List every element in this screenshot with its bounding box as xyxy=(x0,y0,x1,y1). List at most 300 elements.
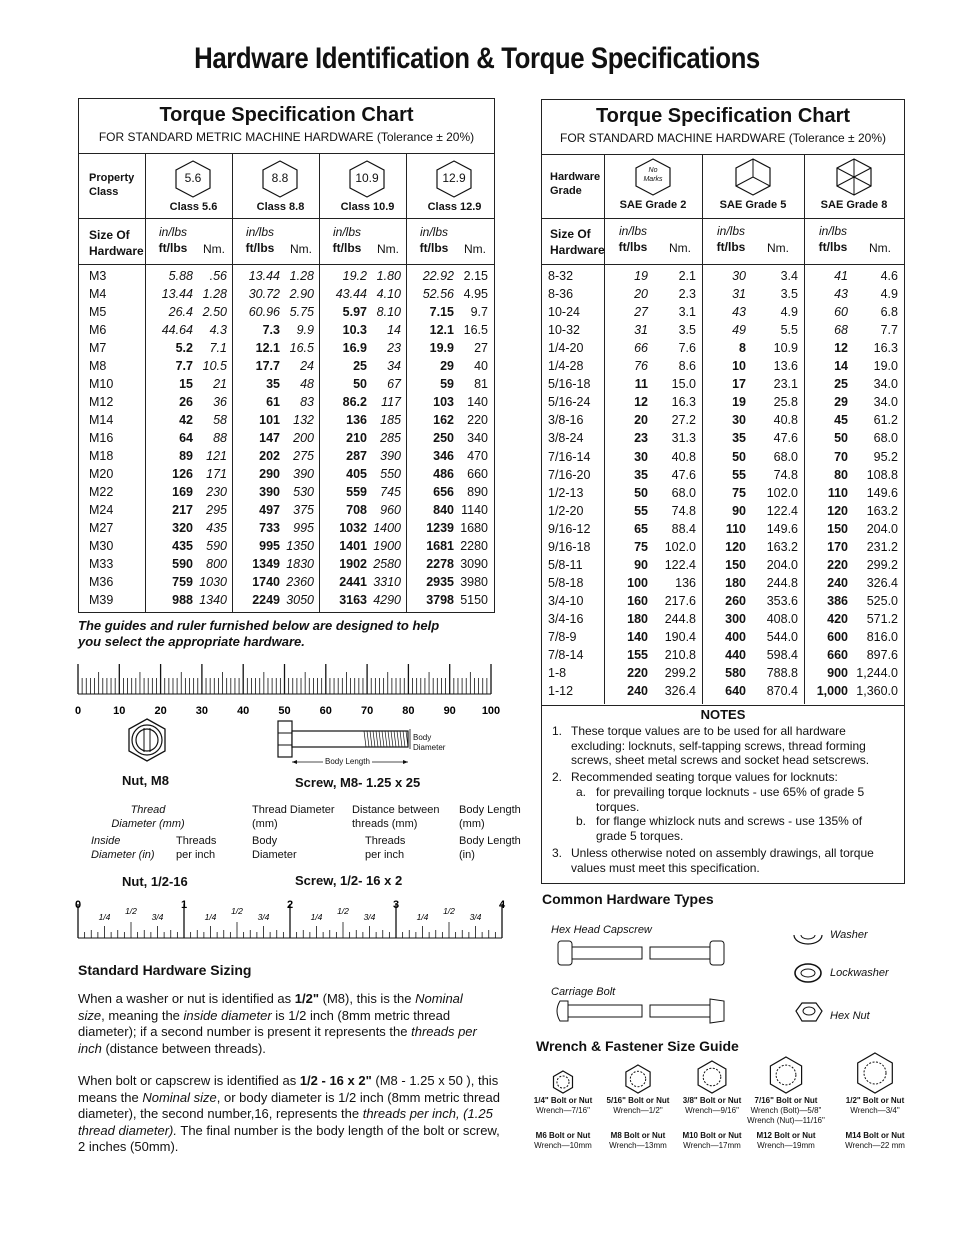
sae-nm-value: 16.3 xyxy=(671,395,696,410)
metric-nm-value: 2.50 xyxy=(202,305,227,319)
metric-row-size: M18 xyxy=(89,449,114,463)
metric-row-size: M6 xyxy=(89,323,107,337)
sae-ftlbs-value: 11 xyxy=(634,377,648,392)
sae-ftlbs-value: 14 xyxy=(834,359,848,374)
sae-ftlbs-value: 440 xyxy=(725,648,746,663)
metric-nm-value: 530 xyxy=(293,485,314,499)
metric-inlbs-value: 19.2 xyxy=(342,269,367,283)
metric-row-size: M39 xyxy=(89,593,114,607)
sae-inlbs-header: in/lbs xyxy=(618,224,647,238)
note-1-num: 1. xyxy=(552,724,563,738)
metric-ruler-label: 80 xyxy=(402,705,415,717)
sae-row-size: 3/8-16 xyxy=(548,413,584,428)
sae-nm-value: 2.3 xyxy=(678,287,696,302)
sae-inlbs-value: 76 xyxy=(634,359,648,374)
metric-nm-value: 340 xyxy=(467,431,488,445)
metric-ftlbs-value: 390 xyxy=(259,485,280,499)
class-0-mark: 5.6 xyxy=(184,171,202,185)
metric-row-size: M10 xyxy=(89,377,114,391)
wrench-size-label: Wrench—3/4" xyxy=(850,1106,900,1115)
wrench-metric-label: M10 Bolt or Nut xyxy=(682,1131,742,1140)
sae-nm-value: 13.6 xyxy=(773,359,798,374)
metric-nm-value: 83 xyxy=(300,395,314,409)
sae-nm-value: 4.9 xyxy=(880,287,898,302)
inch-ruler-label: 3 xyxy=(392,899,400,911)
nut-half-label: Nut, 1/2-16 xyxy=(122,874,188,889)
wrench-size-label: Wrench (Bolt)—5/8" xyxy=(750,1106,822,1115)
sae-nm-value: 122.4 xyxy=(766,503,798,518)
sae-ftlbs-value: 29 xyxy=(834,395,848,410)
metric-nm-value: 3980 xyxy=(460,575,488,589)
note-2b-num: b. xyxy=(576,814,587,828)
metric-inlbs-value: 60.96 xyxy=(248,305,280,319)
metric-row-size: M12 xyxy=(89,395,114,409)
sizing-title: Standard Hardware Sizing xyxy=(78,962,252,978)
metric-ftlbs-value: 2935 xyxy=(426,575,454,589)
metric-nm-value: 9.7 xyxy=(470,305,488,319)
sae-ftlbs-value: 160 xyxy=(627,593,648,608)
inch-ruler-fraction: 1/4 xyxy=(204,912,217,922)
metric-nm-value: 220 xyxy=(467,413,488,427)
metric-ftlbs-value: 435 xyxy=(172,539,193,553)
metric-ftlbs-value: 3163 xyxy=(339,593,367,607)
metric-ruler-label: 40 xyxy=(237,705,250,717)
metric-row-size: M16 xyxy=(89,431,114,445)
metric-nm-value: 14 xyxy=(387,323,401,337)
sae-nm-value: 3.5 xyxy=(780,287,798,302)
metric-ftlbs-value: 147 xyxy=(259,431,280,445)
metric-ftlbs-value: 1401 xyxy=(339,539,367,553)
sae-nm-value: 7.6 xyxy=(678,341,696,356)
metric-row-size: M27 xyxy=(89,521,114,535)
sae-ftlbs-value: 70 xyxy=(834,449,848,464)
sae-nm-value: 74.8 xyxy=(773,467,798,482)
metric-nm-value: 10.5 xyxy=(202,359,227,373)
metric-row-size: M20 xyxy=(89,467,114,481)
body-length-label: Body Length xyxy=(323,755,372,769)
wrench-size-label: Wrench—7/16" xyxy=(536,1106,590,1115)
wrench-metric-size-label: Wrench—17mm xyxy=(683,1141,741,1150)
sae-nm-value: 3.5 xyxy=(678,323,696,338)
metric-nm-value: 5.75 xyxy=(289,305,314,319)
metric-ftlbs-value: 1740 xyxy=(252,575,280,589)
sae-nm-value: 40.8 xyxy=(773,413,798,428)
wrench-metric-size-label: Wrench—22 mm xyxy=(845,1141,905,1150)
metric-row-size: M14 xyxy=(89,413,114,427)
wrench-nut-icon xyxy=(551,1070,575,1094)
sae-nm-value: 326.4 xyxy=(866,575,898,590)
nut-threads-per-inch-label: Threads per inch xyxy=(176,835,217,861)
sae-ftlbs-value: 90 xyxy=(732,503,746,518)
metric-ftlbs-value: 136 xyxy=(346,413,367,427)
note-3: Unless otherwise noted on assembly drawings, all torque values must meet this specification. xyxy=(571,846,874,875)
metric-inlbs-value: 43.44 xyxy=(335,287,367,301)
metric-ruler-label: 10 xyxy=(113,705,126,717)
metric-row-size: M8 xyxy=(89,359,107,373)
inch-ruler-label: 2 xyxy=(286,899,294,911)
sae-nm-value: 598.4 xyxy=(766,648,798,663)
metric-nm-value: 36 xyxy=(213,395,227,409)
metric-inlbs-value: 13.44 xyxy=(161,287,193,301)
wrench-bolt-label: 1/2" Bolt or Nut xyxy=(845,1096,905,1105)
sae-nm-value: 163.2 xyxy=(866,503,898,518)
metric-ftlbs-value: 42 xyxy=(179,413,193,427)
sae-row-size: 9/16-18 xyxy=(548,539,591,554)
metric-ftlbs-value: 86.2 xyxy=(342,395,367,409)
metric-nm-value: 550 xyxy=(380,467,401,481)
metric-nm-value: 81 xyxy=(474,377,488,391)
metric-nm-value: 58 xyxy=(213,413,227,427)
sae-grade-0-label: SAE Grade 2 xyxy=(619,199,687,211)
sae-nm-value: 15.0 xyxy=(671,377,696,392)
sae-nm-value: 95.2 xyxy=(873,449,898,464)
sae-nm-value: 27.2 xyxy=(671,413,696,428)
sae-nm-value: 47.6 xyxy=(671,467,696,482)
wrench-nut-icon xyxy=(854,1052,896,1094)
sae-ftlbs-value: 600 xyxy=(827,630,848,644)
nut-diagram-icon xyxy=(129,719,165,761)
sae-nm-value: 816.0 xyxy=(866,630,898,644)
sizing-paragraph-2: When bolt or capscrew is identified as 1/2 - 16 x 2" (M8 - 1.25 x 50 ), this means the Nominal size, or body diameter is 1/2 inch (8mm metric thread diameter), the second number,16, represents the threads per inch, (1.25 thread diameter). The final number is the body length of the bolt or screw, 2 inches (50mm). xyxy=(78,1073,500,1154)
note-3-num: 3. xyxy=(552,846,563,860)
metric-nm-value: 1140 xyxy=(461,503,488,517)
lockwasher-icon xyxy=(795,964,821,982)
sae-nm-value: 163.2 xyxy=(766,539,798,554)
metric-ftlbs-value: 559 xyxy=(346,485,367,499)
sae-nm-value: 88.4 xyxy=(671,521,696,536)
metric-ftlbs-value: 35 xyxy=(266,377,280,391)
screw-m8-label: Screw, M8- 1.25 x 25 xyxy=(295,775,421,790)
metric-inlbs-value: 52.56 xyxy=(422,287,454,301)
sae-ftlbs-value: 10 xyxy=(732,359,746,374)
sae-ftlbs-header: ft/lbs xyxy=(716,240,746,254)
metric-inlbs-value: 5.88 xyxy=(168,269,193,283)
metric-ruler-label: 20 xyxy=(154,705,167,717)
metric-ftlbs-value: 1902 xyxy=(339,557,367,571)
carriage-bolt-label: Carriage Bolt xyxy=(551,986,616,998)
metric-nm-value: 960 xyxy=(380,503,401,517)
metric-nm-header: Nm. xyxy=(203,242,225,256)
sae-nm-value: 299.2 xyxy=(664,666,696,681)
wrench-guide-title: Wrench & Fastener Size Guide xyxy=(536,1038,739,1054)
metric-nm-value: .56 xyxy=(209,269,227,283)
metric-ftlbs-value: 3798 xyxy=(426,593,454,607)
metric-nm-value: 1030 xyxy=(199,575,227,589)
metric-inlbs-value: 22.92 xyxy=(422,269,454,283)
sae-nm-value: 16.3 xyxy=(873,341,898,356)
sae-row-size: 1/2-13 xyxy=(548,485,584,500)
metric-nm-value: 16.5 xyxy=(463,323,488,337)
sae-nm-value: 23.1 xyxy=(773,377,798,392)
metric-nm-value: 67 xyxy=(387,377,401,391)
hardware-grade-label: Hardware Grade xyxy=(550,171,601,197)
metric-ftlbs-value: 5.97 xyxy=(342,305,367,319)
metric-inlbs-header: in/lbs xyxy=(245,225,274,239)
sae-nm-value: 25.8 xyxy=(773,395,798,410)
sae-inlbs-value: 27 xyxy=(634,305,648,320)
metric-ftlbs-value: 59 xyxy=(440,377,454,391)
metric-inlbs-value: 44.64 xyxy=(161,323,193,337)
metric-ftlbs-value: 210 xyxy=(346,431,367,445)
metric-nm-value: 121 xyxy=(206,449,227,463)
wrench-size-label-2: Wrench (Nut)—11/16" xyxy=(747,1116,825,1125)
metric-ftlbs-value: 988 xyxy=(172,593,193,607)
sae-nm-header: Nm. xyxy=(767,241,789,255)
sae-ftlbs-value: 220 xyxy=(627,666,648,681)
metric-ruler-label: 70 xyxy=(360,705,374,717)
sae-row-size: 3/4-16 xyxy=(548,611,584,626)
sae-inlbs-value: 66 xyxy=(634,341,648,356)
metric-ftlbs-value: 19.9 xyxy=(429,341,454,355)
page-title: Hardware Identification & Torque Specifications xyxy=(194,42,760,75)
sae-ftlbs-value: 23 xyxy=(634,431,648,446)
sae-ftlbs-value: 150 xyxy=(827,521,848,536)
sae-ftlbs-value: 17 xyxy=(732,377,746,392)
metric-inlbs-header: in/lbs xyxy=(158,225,187,239)
metric-ftlbs-value: 708 xyxy=(346,503,367,517)
sae-nm-value: 149.6 xyxy=(866,485,898,500)
inch-ruler-fraction: 3/4 xyxy=(363,912,376,922)
sae-ftlbs-value: 30 xyxy=(732,413,746,428)
metric-nm-value: 117 xyxy=(381,395,401,409)
common-hardware-icons xyxy=(550,935,830,1035)
sae-nm-value: 68.0 xyxy=(873,431,898,446)
metric-ftlbs-value: 12.1 xyxy=(255,341,280,355)
metric-nm-value: 375 xyxy=(293,503,314,517)
wrench-nut-icon xyxy=(623,1064,653,1094)
sae-inlbs-header: in/lbs xyxy=(818,224,847,238)
metric-ftlbs-header: ft/lbs xyxy=(419,241,449,255)
sae-ftlbs-value: 80 xyxy=(834,467,848,482)
metric-nm-value: 1.28 xyxy=(202,287,227,301)
sae-row-size: 5/16-24 xyxy=(548,395,591,410)
metric-nm-value: 1830 xyxy=(286,557,314,571)
sae-nm-value: 244.8 xyxy=(664,611,696,626)
sae-nm-value: 7.7 xyxy=(880,323,898,338)
metric-row-size: M22 xyxy=(89,485,114,499)
sae-ftlbs-header: ft/lbs xyxy=(818,240,848,254)
sae-row-size: 7/16-20 xyxy=(548,467,591,482)
metric-ftlbs-value: 1032 xyxy=(339,521,367,535)
sae-grade-2-label: SAE Grade 8 xyxy=(820,199,888,211)
nut-m8-label: Nut, M8 xyxy=(122,773,169,788)
metric-ftlbs-value: 287 xyxy=(346,449,367,463)
sae-row-size: 1/4-28 xyxy=(548,359,584,374)
metric-nm-value: 3050 xyxy=(286,593,314,607)
sae-grade-1-hex-icon xyxy=(733,157,773,197)
metric-ftlbs-value: 29 xyxy=(440,359,454,373)
sae-nm-value: 5.5 xyxy=(780,323,798,338)
metric-ftlbs-value: 217 xyxy=(172,503,193,517)
metric-ftlbs-value: 1239 xyxy=(426,521,454,535)
sae-nm-value: 6.8 xyxy=(880,305,898,320)
metric-ftlbs-header: ft/lbs xyxy=(158,241,188,255)
sae-row-size: 8-36 xyxy=(548,287,574,302)
metric-nm-value: 1.80 xyxy=(376,269,401,283)
metric-ftlbs-value: 50 xyxy=(353,377,367,391)
sae-row-size: 1/2-20 xyxy=(548,503,584,518)
sae-ftlbs-value: 240 xyxy=(827,575,848,590)
sae-nm-value: 190.4 xyxy=(664,630,696,644)
metric-nm-value: 40 xyxy=(474,359,488,373)
metric-ftlbs-value: 590 xyxy=(172,557,193,571)
metric-ftlbs-value: 61 xyxy=(266,395,280,409)
sae-nm-value: 3.1 xyxy=(678,305,696,320)
wrench-metric-label: M8 Bolt or Nut xyxy=(610,1131,666,1140)
metric-nm-value: 1400 xyxy=(373,521,401,535)
metric-nm-value: 890 xyxy=(467,485,488,499)
sae-row-size: 1-12 xyxy=(548,684,574,699)
sae-ftlbs-value: 50 xyxy=(834,431,848,446)
metric-ruler-label: 30 xyxy=(195,705,209,717)
metric-nm-value: 3310 xyxy=(373,575,401,589)
sae-size-header: Size Of Hardware xyxy=(550,227,605,257)
sae-ftlbs-value: 75 xyxy=(634,539,648,554)
sae-inlbs-header: in/lbs xyxy=(716,224,745,238)
carriage-bolt-icon xyxy=(557,999,724,1023)
sae-nm-value: 34.0 xyxy=(873,377,898,392)
sae-nm-value: 40.8 xyxy=(671,449,696,464)
inch-ruler-fraction: 1/2 xyxy=(125,906,137,916)
sae-ftlbs-value: 65 xyxy=(634,521,648,536)
metric-nm-value: 8.10 xyxy=(376,305,401,319)
sae-ftlbs-value: 50 xyxy=(732,449,746,464)
wrench-metric-size-label: Wrench—10mm xyxy=(534,1141,592,1150)
metric-torque-chart xyxy=(78,98,495,613)
sae-ftlbs-value: 20 xyxy=(634,413,648,428)
metric-nm-value: 295 xyxy=(206,503,227,517)
metric-ruler-label: 60 xyxy=(319,705,332,717)
metric-nm-value: 470 xyxy=(467,449,488,463)
sae-ftlbs-value: 240 xyxy=(627,684,648,699)
metric-inlbs-header: in/lbs xyxy=(419,225,448,239)
sae-ftlbs-header: ft/lbs xyxy=(618,240,648,254)
metric-nm-value: 132 xyxy=(293,413,314,427)
metric-nm-value: 1350 xyxy=(286,539,314,553)
sae-ftlbs-value: 580 xyxy=(725,666,746,681)
sae-ftlbs-value: 110 xyxy=(827,485,848,500)
sae-ftlbs-value: 180 xyxy=(725,575,746,590)
sae-inlbs-value: 68 xyxy=(834,323,848,338)
metric-nm-value: 2580 xyxy=(373,557,401,571)
inch-ruler-label: 1 xyxy=(180,899,188,911)
metric-ruler-label: 100 xyxy=(481,705,501,717)
class-0-label: Class 5.6 xyxy=(169,201,218,213)
sae-nm-value: 34.0 xyxy=(873,395,898,410)
metric-size-header: Size Of Hardware xyxy=(89,228,144,258)
metric-ftlbs-value: 26 xyxy=(179,395,193,409)
body-diameter-label: Body Diameter xyxy=(413,733,446,752)
sae-nm-value: 4.6 xyxy=(880,269,898,283)
metric-ftlbs-value: 7.3 xyxy=(262,323,280,337)
sae-nm-value: 4.9 xyxy=(780,305,798,320)
metric-inlbs-value: 13.44 xyxy=(248,269,280,283)
sae-nm-value: 217.6 xyxy=(664,593,696,608)
note-2-num: 2. xyxy=(552,770,563,784)
metric-inlbs-header: in/lbs xyxy=(332,225,361,239)
metric-row-size: M36 xyxy=(89,575,114,589)
sae-grade-1-label: SAE Grade 5 xyxy=(719,199,787,211)
metric-ftlbs-value: 89 xyxy=(179,449,193,463)
sae-ftlbs-value: 260 xyxy=(725,593,746,608)
sae-inlbs-value: 19 xyxy=(634,269,648,283)
sae-nm-value: 231.2 xyxy=(866,539,898,554)
metric-ruler-label: 0 xyxy=(74,705,82,717)
hexnut-label: Hex Nut xyxy=(830,1010,870,1022)
sae-ftlbs-value: 35 xyxy=(732,431,746,446)
sae-ftlbs-value: 25 xyxy=(834,377,848,392)
metric-ftlbs-value: 5.2 xyxy=(175,341,193,355)
metric-nm-header: Nm. xyxy=(290,242,312,256)
sae-ftlbs-value: 170 xyxy=(827,539,848,554)
wrench-bolt-label: 7/16" Bolt or Nut xyxy=(754,1096,818,1105)
metric-ftlbs-value: 346 xyxy=(433,449,454,463)
inch-ruler-fraction: 1/4 xyxy=(310,912,323,922)
class-3-label: Class 12.9 xyxy=(427,201,482,213)
sae-nm-value: 108.8 xyxy=(866,467,898,482)
metric-ftlbs-value: 126 xyxy=(172,467,193,481)
sae-row-size: 10-32 xyxy=(548,323,580,338)
sae-nm-value: 74.8 xyxy=(671,503,696,518)
metric-row-size: M30 xyxy=(89,539,114,553)
sae-ftlbs-value: 900 xyxy=(827,666,848,681)
metric-nm-value: 27 xyxy=(474,341,488,355)
class-3-mark: 12.9 xyxy=(442,171,466,185)
hex-capscrew-label: Hex Head Capscrew xyxy=(551,924,652,936)
sae-row-size: 5/16-18 xyxy=(548,377,591,392)
class-2-mark: 10.9 xyxy=(355,171,379,185)
inch-ruler-fraction: 3/4 xyxy=(469,912,482,922)
sae-nm-value: 3.4 xyxy=(780,269,798,283)
sae-nm-value: 210.8 xyxy=(664,648,696,663)
screw-body-diameter-label: Body Diameter xyxy=(252,835,297,861)
metric-ftlbs-value: 10.3 xyxy=(342,323,367,337)
metric-nm-value: 5150 xyxy=(460,593,488,607)
sae-nm-value: 204.0 xyxy=(766,557,798,572)
metric-inlbs-value: 30.72 xyxy=(248,287,280,301)
metric-ftlbs-header: ft/lbs xyxy=(245,241,275,255)
note-2a: for prevailing torque locknuts - use 65% of grade 5 torques. xyxy=(596,785,865,814)
metric-ftlbs-value: 497 xyxy=(259,503,280,517)
sae-row-size: 1/4-20 xyxy=(548,341,584,356)
metric-nm-header: Nm. xyxy=(377,242,399,256)
sae-ftlbs-value: 8 xyxy=(739,341,746,356)
metric-ftlbs-value: 486 xyxy=(433,467,454,481)
metric-ftlbs-value: 759 xyxy=(172,575,193,589)
sae-ftlbs-value: 55 xyxy=(634,503,648,518)
sae-nm-value: 897.6 xyxy=(866,648,898,663)
metric-ruler-label: 90 xyxy=(443,705,456,717)
sae-nm-value: 68.0 xyxy=(773,449,798,464)
metric-ftlbs-value: 1349 xyxy=(252,557,280,571)
sae-ftlbs-value: 660 xyxy=(827,648,848,663)
sae-inlbs-value: 31 xyxy=(732,287,746,302)
metric-row-size: M5 xyxy=(89,305,107,319)
sae-ftlbs-value: 400 xyxy=(725,630,746,644)
metric-chart-title: Torque Specification Chart xyxy=(159,104,414,126)
sae-ftlbs-value: 90 xyxy=(634,557,648,572)
sae-ftlbs-value: 100 xyxy=(627,575,648,590)
metric-ftlbs-value: 250 xyxy=(433,431,454,445)
inch-ruler-label: 0 xyxy=(74,899,82,911)
metric-ruler xyxy=(70,660,510,720)
note-1: These torque values are to be used for all hardware excluding: locknuts, self-tapping screws, thread forming screws, sheet metal screws and socket head setscrews. xyxy=(571,724,870,767)
wrench-nut-icon xyxy=(695,1060,729,1094)
sae-nm-value: 2.1 xyxy=(678,269,696,283)
metric-nm-value: 185 xyxy=(380,413,401,427)
metric-nm-value: 21 xyxy=(213,377,227,391)
wrench-bolt-label: 1/4" Bolt or Nut xyxy=(533,1096,593,1105)
